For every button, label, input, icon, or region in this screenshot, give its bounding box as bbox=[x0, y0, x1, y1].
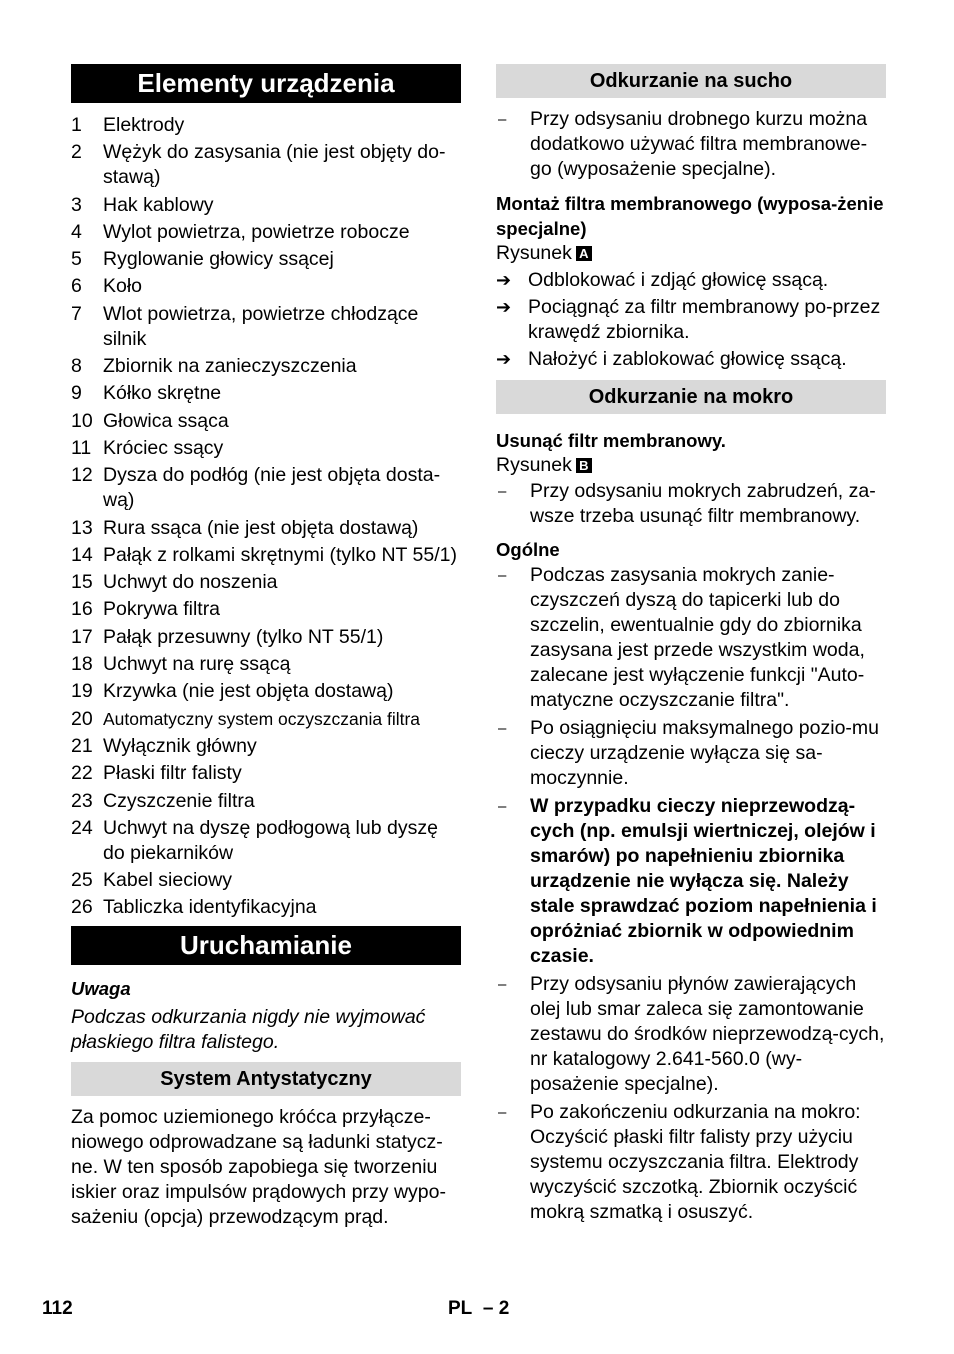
remove-filter-heading: Usunąć filtr membranowy. bbox=[496, 430, 726, 451]
list-item bbox=[71, 652, 461, 677]
item-number: 18 bbox=[71, 653, 93, 676]
item-number: 17 bbox=[71, 625, 93, 648]
item-number: 15 bbox=[71, 571, 93, 594]
item-number: 1 bbox=[71, 114, 82, 136]
item-text: Hak kablowy bbox=[103, 193, 214, 216]
item-number: 24 bbox=[71, 816, 93, 839]
item-text: Zbiornik na zanieczyszczenia bbox=[103, 355, 357, 378]
bullet-text: W przypadku cieczy nieprzewodzą-cych (np. emulsji wiertniczej, olejów i smarów) po napełnieniu zbiornika urządzenie nie wyłącza się. Należy stale sprawdzać poziom napełnienia i opróżniać zbiornik w odpowiednim czasie. bbox=[530, 795, 877, 967]
figure-ref-b: Rysunek B bbox=[496, 453, 886, 478]
item-text: Pałąk przesuwny (tylko NT 55/1) bbox=[103, 625, 384, 648]
list-item bbox=[71, 868, 461, 893]
item-number: 10 bbox=[71, 409, 93, 432]
dash-marker: – bbox=[498, 483, 507, 500]
list-item bbox=[71, 247, 461, 272]
item-number: 3 bbox=[71, 193, 82, 216]
general-bullet bbox=[496, 1100, 886, 1225]
list-item bbox=[71, 543, 461, 568]
page-number: 112 bbox=[42, 1298, 73, 1319]
dry-bullet: – Przy odsysaniu drobnego kurzu można dodatkowo używać filtra membranowe-go (wyposażenie specjalne). bbox=[498, 108, 868, 180]
item-text: Uchwyt do noszenia bbox=[103, 571, 278, 594]
arrow-right-icon: ➔ bbox=[496, 349, 512, 369]
item-text: Krzywka (nie jest objęta dostawą) bbox=[103, 680, 394, 703]
heading-wet-vacuuming: Odkurzanie na mokro bbox=[496, 380, 886, 414]
item-number: 26 bbox=[71, 896, 93, 919]
item-text: Uchwyt na dyszę podłogową lub dyszę do piekarników bbox=[103, 816, 438, 864]
membrane-heading: Montaż filtra membranowego (wyposa-żenie specjalne) bbox=[496, 193, 884, 239]
step-text: Pociągnąć za filtr membranowy po-przez krawędź zbiornika. bbox=[528, 296, 881, 343]
bullet-text: Po zakończeniu odkurzania na mokro: Oczyścić płaski filtr falisty przy użyciu systemu oczyszczania filtra. Elektrody wyczyścić szczotką. Zbiornik oczyścić mokrą szmatką i osuszyć. bbox=[530, 1101, 861, 1223]
bullet-text: Podczas zasysania mokrych zanie-czyszczeń dyszą do tapicerki lub do szczelin, ewentualnie gdy do zbiornika zasysana jest przede wszystkim woda, zalecane jest wyłączenie funkcji "Auto-matyczne oczyszczanie filtra". bbox=[530, 564, 865, 711]
footer-language-section: PL – 2 bbox=[448, 1298, 510, 1319]
item-number: 25 bbox=[71, 869, 93, 892]
antistatic-text: Za pomoc uziemionego króćca przyłącze-niowego odprowadzane są ładunki statycz-ne. W ten sposób zapobiega się tworzeniu iskier oraz impulsów prądowych przy wypo-sażeniu (opcja) przewodzącym prąd. bbox=[71, 1106, 446, 1229]
dash-marker: – bbox=[498, 111, 507, 128]
arrow-right-icon: ➔ bbox=[496, 297, 512, 317]
step-text: Nałożyć i zablokować głowicę ssącą. bbox=[528, 348, 847, 370]
list-item bbox=[71, 354, 461, 379]
item-text: Wężyk do zasysania (nie jest objęty do-stawą) bbox=[103, 141, 446, 189]
general-bullet bbox=[496, 563, 886, 713]
heading-device-elements: Elementy urządzenia bbox=[71, 64, 461, 103]
list-item bbox=[71, 570, 461, 595]
item-number: 14 bbox=[71, 543, 93, 566]
item-text: Pokrywa filtra bbox=[103, 598, 221, 621]
item-text: Płaski filtr falisty bbox=[103, 762, 242, 785]
item-text: Wlot powietrza, powietrze chłodzące silnik bbox=[103, 302, 419, 350]
list-item bbox=[71, 274, 461, 299]
general-list bbox=[496, 563, 886, 1225]
list-item bbox=[71, 140, 461, 190]
item-text: Uchwyt na rurę ssącą bbox=[103, 653, 291, 676]
figure-a-badge: A bbox=[576, 246, 592, 261]
list-item bbox=[71, 220, 461, 245]
list-item bbox=[71, 679, 461, 704]
item-text: Elektrody bbox=[103, 114, 185, 136]
heading-antistatic: System Antystatyczny bbox=[71, 1062, 461, 1096]
item-text: Króciec ssący bbox=[103, 436, 224, 459]
dash-marker: – bbox=[498, 567, 507, 584]
dash-marker: – bbox=[498, 1104, 507, 1121]
list-item bbox=[71, 789, 461, 814]
list-item bbox=[71, 113, 461, 138]
note-label: Uwaga bbox=[71, 978, 131, 1000]
bullet-text: Przy odsysaniu płynów zawierających olej lub smar zaleca się zamontowanie zestawu do środków nieprzewodzą-cych, nr katalogowy 2.641-560.0 (wy-posażenie specjalne). bbox=[530, 973, 885, 1095]
arrow-right-icon: ➔ bbox=[496, 270, 512, 290]
item-number: 4 bbox=[71, 220, 82, 243]
bullet-text: Po osiągnięciu maksymalnego pozio-mu cieczy urządzenie wyłącza się sa-moczynnie. bbox=[530, 717, 880, 789]
item-number: 11 bbox=[71, 436, 92, 459]
item-number: 19 bbox=[71, 680, 93, 703]
list-item bbox=[71, 516, 461, 541]
general-bullet bbox=[496, 716, 886, 791]
item-text: Automatyczny system oczyszczania filtra bbox=[103, 708, 421, 729]
general-bullet bbox=[496, 794, 886, 969]
item-number: 7 bbox=[71, 302, 82, 325]
dash-marker: – bbox=[498, 976, 507, 993]
list-item bbox=[71, 816, 461, 866]
figure-ref-a: Rysunek A bbox=[496, 241, 886, 266]
list-item bbox=[71, 381, 461, 406]
heading-dry-vacuuming: Odkurzanie na sucho bbox=[496, 64, 886, 98]
steps-list bbox=[496, 268, 886, 372]
item-text: Głowica ssąca bbox=[103, 409, 229, 432]
item-text: Wylot powietrza, powietrze robocze bbox=[103, 220, 410, 243]
item-number: 8 bbox=[71, 355, 82, 378]
list-item bbox=[71, 734, 461, 759]
item-number: 5 bbox=[71, 248, 82, 271]
list-item bbox=[71, 895, 461, 920]
right-column bbox=[496, 64, 886, 1228]
list-item bbox=[71, 597, 461, 622]
item-text: Pałąk z rolkami skrętnymi (tylko NT 55/1) bbox=[103, 543, 457, 566]
step-item bbox=[496, 347, 886, 372]
item-number: 21 bbox=[71, 734, 93, 757]
step-item bbox=[496, 268, 886, 293]
list-item bbox=[71, 463, 461, 513]
item-number: 22 bbox=[71, 762, 93, 785]
item-number: 23 bbox=[71, 789, 93, 812]
parts-list bbox=[71, 113, 461, 920]
note-text: Podczas odkurzania nigdy nie wyjmować płaskiego filtra falistego. bbox=[71, 1006, 426, 1054]
list-item bbox=[71, 625, 461, 650]
item-text: Rura ssąca (nie jest objęta dostawą) bbox=[103, 516, 419, 539]
item-number: 13 bbox=[71, 516, 93, 539]
heading-startup: Uruchamianie bbox=[71, 926, 461, 965]
item-number: 2 bbox=[71, 141, 82, 164]
left-column bbox=[71, 64, 461, 1230]
item-text: Tabliczka identyfikacyjna bbox=[103, 896, 317, 919]
item-text: Dysza do podłóg (nie jest objęta dosta-wą) bbox=[103, 464, 441, 512]
item-number: 20 bbox=[71, 707, 93, 730]
dash-marker: – bbox=[498, 798, 507, 815]
item-text: Kabel sieciowy bbox=[103, 869, 232, 892]
list-item bbox=[71, 436, 461, 461]
general-heading: Ogólne bbox=[496, 539, 560, 560]
list-item bbox=[71, 761, 461, 786]
wet-bullet: – Przy odsysaniu mokrych zabrudzeń, za-wsze trzeba usunąć filtr membranowy. bbox=[498, 480, 876, 527]
list-item bbox=[71, 409, 461, 434]
item-number: 12 bbox=[71, 464, 93, 487]
list-item bbox=[71, 302, 461, 352]
list-item bbox=[71, 193, 461, 218]
item-text: Czyszczenie filtra bbox=[103, 789, 255, 812]
item-text: Ryglowanie głowicy ssącej bbox=[103, 248, 334, 271]
item-number: 16 bbox=[71, 598, 93, 621]
figure-b-badge: B bbox=[576, 458, 592, 473]
item-text: Kółko skrętne bbox=[103, 382, 222, 405]
item-text: Koło bbox=[103, 275, 143, 298]
list-item bbox=[71, 707, 461, 732]
dash-marker: – bbox=[498, 720, 507, 737]
general-bullet bbox=[496, 972, 886, 1097]
step-text: Odblokować i zdjąć głowicę ssącą. bbox=[528, 269, 829, 291]
item-text: Wyłącznik główny bbox=[103, 734, 257, 757]
item-number: 6 bbox=[71, 275, 82, 298]
item-number: 9 bbox=[71, 382, 82, 405]
step-item bbox=[496, 295, 886, 345]
